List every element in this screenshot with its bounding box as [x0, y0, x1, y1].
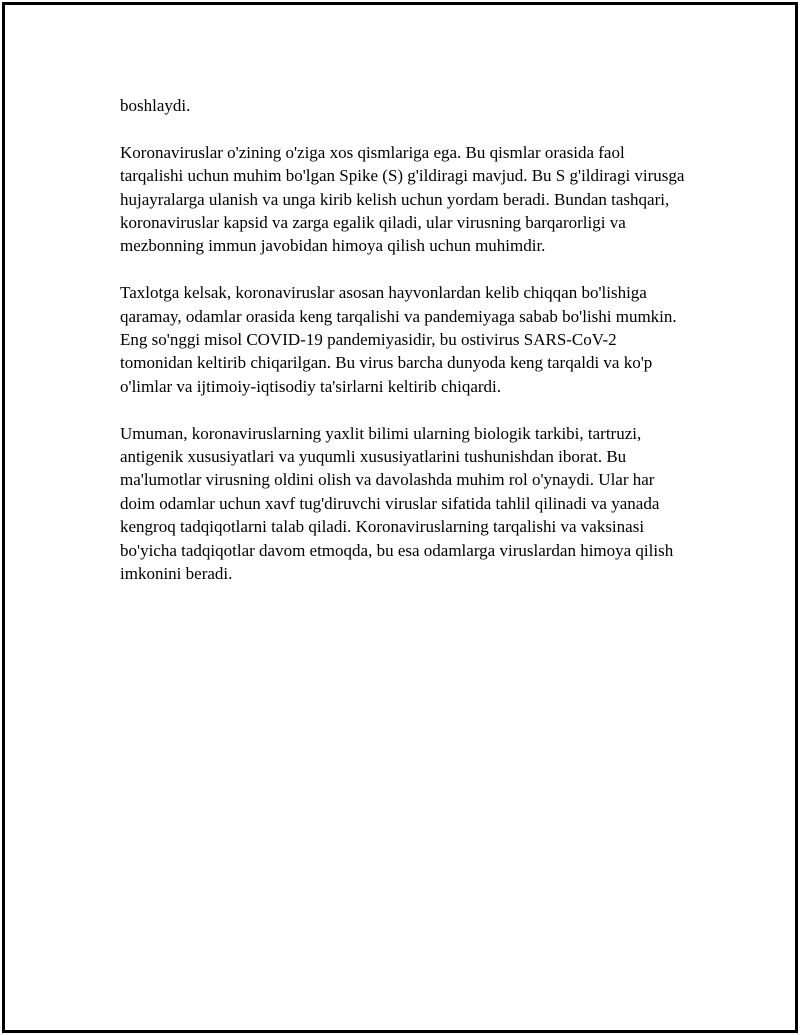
paragraph-origin-spread: Taxlotga kelsak, koronaviruslar asosan hayvonlardan kelib chiqqan bo'lishiga qaramay, odamlar orasida keng tarqalishi va pandemiyaga sabab bo'lishi mumkin. Eng so'nggi misol COVID-19 pandemiyasidir, bu ostivirus SARS-CoV-2 tomonidan keltirib chiqarilgan. Bu virus barcha dunyoda keng tarqaldi va ko'p o'limlar va ijtimoiy-iqtisodiy ta'sirlarni keltirib chiqardi. [120, 283, 677, 396]
paragraph-continuation: boshlaydi. [120, 96, 191, 115]
paragraph-summary: Umuman, koronaviruslarning yaxlit bilimi ularning biologik tarkibi, tartruzi, antigenik xususiyatlari va yuqumli xususiyatlarini tushunishdan iborat. Bu ma'lumotlar virusning oldini olish va davolashda muhim rol o'ynaydi. Ular har doim odamlar uchun xavf tug'diruvchi viruslar sifatida tahlil qilinadi va yanada kengroq tadqiqotlarni talab qiladi. Koronaviruslarning tarqalishi va vaksinasi bo'yicha tadqiqotlar davom etmoqda, bu esa odamlarga viruslardan himoya qilish imkonini beradi. [120, 423, 674, 584]
document-page [2, 2, 798, 1033]
paragraph-structure: Koronaviruslar o'zining o'ziga xos qismlariga ega. Bu qismlar orasida faol tarqalishi uchun muhim bo'lgan Spike (S) g'ildiragi mavjud. Bu S g'ildiragi virusga hujayralarga ulanish va unga kirib kelish uchun yordam beradi. Bundan tashqari, koronaviruslar kapsid va zarga egalik qiladi, ular virusning barqarorligi va mezbonning immun javobidan himoya qilish uchun muhimdir. [120, 142, 685, 256]
document-body [120, 94, 692, 609]
